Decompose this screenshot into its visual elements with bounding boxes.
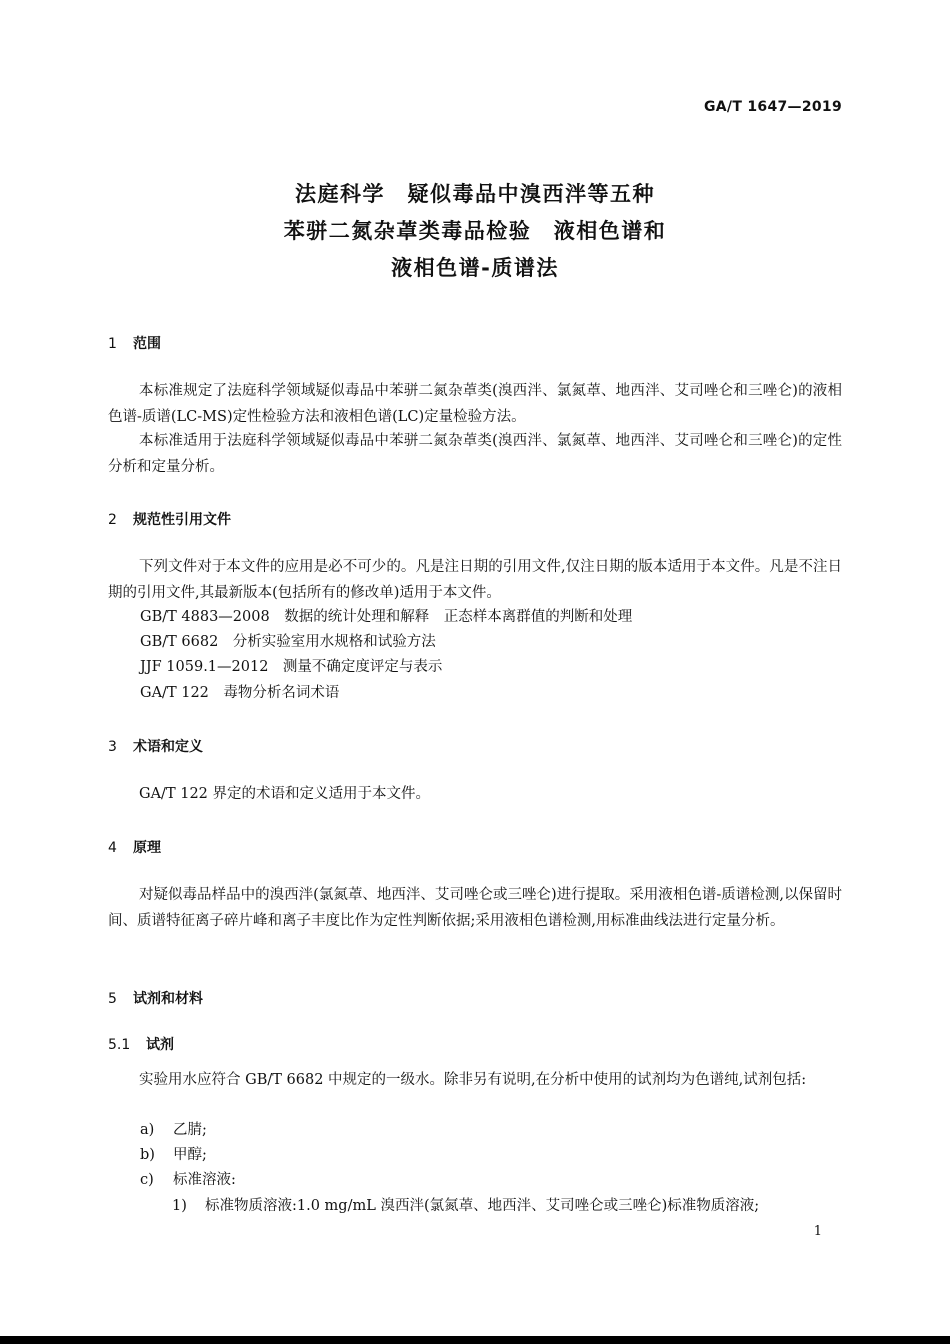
list-marker: b) <box>140 1147 155 1163</box>
reference-item: JJF 1059.1—2012 测量不确定度评定与表示 <box>140 659 443 675</box>
title-line-3: 液相色谱-质谱法 <box>391 256 559 280</box>
section-2-paragraph-1: 下列文件对于本文件的应用是必不可少的。凡是注日期的引用文件,仅注日期的版本适用于本文件。凡是不注日期的引用文件,其最新版本(包括所有的修改单)适用于本文件。 <box>108 559 842 601</box>
list-item <box>140 1118 207 1143</box>
section-number: 3 <box>108 739 117 755</box>
list-text: 标准溶液: <box>173 1172 236 1188</box>
section-title: 规范性引用文件 <box>133 512 231 528</box>
section-number: 2 <box>108 512 117 528</box>
section-3-paragraph-1: GA/T 122 界定的术语和定义适用于本文件。 <box>139 786 431 802</box>
section-1-paragraph-1: 本标准规定了法庭科学领域疑似毒品中苯骈二氮杂䓬类(溴西泮、氯氮䓬、地西泮、艾司唑仑和三唑仑)的液相色谱-质谱(LC-MS)定性检验方法和液相色谱(LC)定量检验方法。 <box>108 383 842 425</box>
list-item <box>140 1168 236 1193</box>
standard-code: GA/T 1647—2019 <box>704 99 842 115</box>
subsection-5-1-heading <box>108 1034 174 1054</box>
subsection-5-1-paragraph-1: 实验用水应符合 GB/T 6682 中规定的一级水。除非另有说明,在分析中使用的试剂均为色谱纯,试剂包括: <box>139 1072 807 1088</box>
subsection-title: 试剂 <box>146 1037 174 1053</box>
list-text: 标准物质溶液:1.0 mg/mL 溴西泮(氯氮䓬、地西泮、艾司唑仑或三唑仑)标准物质溶液; <box>205 1198 760 1214</box>
subsection-number: 5.1 <box>108 1037 131 1053</box>
list-marker: a) <box>140 1122 155 1138</box>
list-item <box>140 1143 207 1168</box>
section-1-heading <box>108 333 161 353</box>
reference-item: GB/T 4883—2008 数据的统计处理和解释 正态样本离群值的判断和处理 <box>140 609 633 625</box>
section-5-heading <box>108 988 203 1008</box>
reference-item: GA/T 122 毒物分析名词术语 <box>140 685 340 701</box>
title-line-2: 苯骈二氮杂䓬类毒品检验 液相色谱和 <box>283 219 667 243</box>
section-3-heading <box>108 736 203 756</box>
sub-list-item <box>172 1194 759 1219</box>
list-marker: c) <box>140 1172 154 1188</box>
bottom-edge-bar <box>0 1336 950 1344</box>
section-number: 1 <box>108 336 117 352</box>
page-number: 1 <box>813 1224 822 1239</box>
list-marker: 1) <box>172 1198 187 1214</box>
section-4-heading <box>108 837 161 857</box>
section-number: 4 <box>108 840 117 856</box>
section-title: 原理 <box>133 840 161 856</box>
section-4-paragraph-1: 对疑似毒品样品中的溴西泮(氯氮䓬、地西泮、艾司唑仑或三唑仑)进行提取。采用液相色谱-质谱检测,以保留时间、质谱特征离子碎片峰和离子丰度比作为定性判断依据;采用液相色谱检测,用标准曲线法进行定量分析。 <box>108 887 842 929</box>
list-text: 甲醇; <box>173 1147 207 1163</box>
list-text: 乙腈; <box>173 1122 207 1138</box>
section-title: 试剂和材料 <box>133 991 203 1007</box>
section-title: 术语和定义 <box>133 739 203 755</box>
section-2-heading <box>108 509 231 529</box>
reference-item: GB/T 6682 分析实验室用水规格和试验方法 <box>140 634 436 650</box>
section-number: 5 <box>108 991 117 1007</box>
section-title: 范围 <box>133 336 161 352</box>
title-line-1: 法庭科学 疑似毒品中溴西泮等五种 <box>295 182 655 206</box>
document-title <box>0 176 950 287</box>
section-1-paragraph-2: 本标准适用于法庭科学领域疑似毒品中苯骈二氮杂䓬类(溴西泮、氯氮䓬、地西泮、艾司唑仑和三唑仑)的定性分析和定量分析。 <box>108 433 842 475</box>
